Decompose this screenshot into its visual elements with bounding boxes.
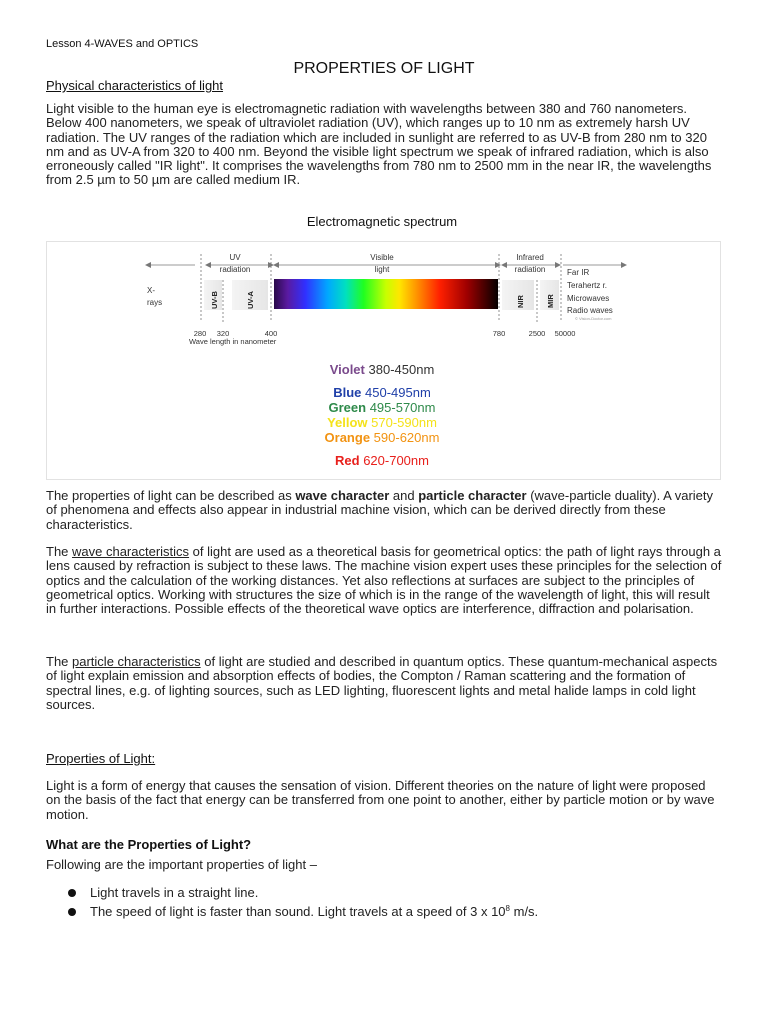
- band-blue: [0, 385, 764, 400]
- label-uv-radiation: radiation: [219, 265, 251, 274]
- section-heading-physical: Physical characteristics of light: [46, 78, 224, 93]
- band-range: 620-700nm: [363, 453, 429, 468]
- band-green: [0, 400, 764, 415]
- tick-label: 2500: [528, 329, 546, 338]
- link-wave-characteristics[interactable]: wave characteristics: [72, 544, 190, 559]
- band-name: Green: [328, 400, 367, 415]
- list-intro: Following are the important properties of light –: [46, 857, 317, 872]
- tick-label: 50000: [554, 329, 576, 338]
- band-red: [0, 453, 764, 468]
- bullet-icon: [68, 908, 76, 916]
- label-microwaves: Microwaves: [567, 294, 610, 303]
- label-radio-waves: Radio waves: [567, 306, 613, 315]
- label-far-ir: Far IR: [567, 268, 590, 277]
- figure-caption: Electromagnetic spectrum: [306, 214, 458, 229]
- band-range: 570-590nm: [371, 415, 437, 430]
- band-name: Yellow: [327, 415, 368, 430]
- label-mir: MIR: [546, 294, 555, 308]
- band-yellow: [0, 415, 764, 430]
- band-violet: [0, 362, 764, 377]
- tick-label: 320: [216, 329, 230, 338]
- tick-label: 280: [193, 329, 207, 338]
- question-heading: What are the Properties of Light?: [46, 837, 252, 852]
- label-xrays: X-: [147, 286, 155, 295]
- label-uva: UV-A: [246, 291, 255, 309]
- band-range: 590-620nm: [373, 430, 440, 445]
- band-name: Red: [335, 453, 360, 468]
- label-visible: Visible: [370, 253, 394, 262]
- visible-spectrum-bar: [274, 279, 498, 309]
- band-range: 450-495nm: [365, 385, 431, 400]
- link-particle-characteristics[interactable]: particle characteristics: [72, 654, 201, 669]
- label-visible-light: light: [374, 265, 390, 274]
- page-title: PROPERTIES OF LIGHT: [293, 60, 475, 77]
- paragraph-properties: Light is a form of energy that causes the sensation of vision. Different theories on the nature of light were proposed on the basis of the fact that energy can be transferred from one point to another, either by particle motion or by wave motion.: [46, 778, 715, 822]
- list-item: The speed of light is faster than sound. Light travels at a speed of 3 x $10^8$ m/s.: [46, 903, 722, 922]
- band-range: 495-570nm: [369, 400, 436, 415]
- label-terahertz: Terahertz r.: [567, 281, 608, 290]
- axis-label: Wave length in nanometer: [189, 337, 277, 346]
- label-xrays-2: rays: [147, 298, 163, 307]
- band-range: 380-450nm: [368, 362, 435, 377]
- label-infrared-radiation: radiation: [514, 265, 546, 274]
- label-infrared: Infrared: [516, 253, 544, 262]
- lesson-header: Lesson 4-WAVES and OPTICS: [46, 38, 199, 50]
- paragraph-wave-characteristics: The wave characteristics of light are used as a theoretical basis for geometrical optics: the path of light rays through a lens caused by refraction is subject to these laws. The machine vision expert uses these principles for the selection of optics and the calculation of the working distances. Yet also reflections at surfaces are subject to the principles of geometrical optics. Working with structures the size of which is in the range of the wavelength of light, this will result in further interactions. Possible effects of the theoretical wave optics are interference, diffraction and polarisation.: [46, 544, 722, 617]
- list-item: Light travels in a straight line.: [46, 884, 722, 903]
- properties-list: [46, 884, 722, 922]
- band-name: Blue: [333, 385, 362, 400]
- label-uvb: UV-B: [210, 291, 219, 309]
- band-name: Violet: [329, 362, 365, 377]
- band-orange: [0, 430, 764, 445]
- paragraph-wave-particle: The properties of light can be described as wave character and particle character (wave-particle duality). A variety of phenomena and effects also appear in industrial machine vision, which can be derived directly from these characteristics.: [46, 488, 713, 532]
- tick-label: 780: [492, 329, 506, 338]
- paragraph-particle-characteristics: The particle characteristics of light are studied and described in quantum optics. These quantum-mechanical aspects of light explain emission and absorption effects of bodies, the Compton / Raman scattering and the formation of spectral lines, e.g. of lighting sources, such as LED lighting, fluorescent lights and metal halide lamps in cold light sources.: [46, 654, 718, 712]
- bullet-icon: [68, 889, 76, 897]
- label-nir: NIR: [516, 295, 525, 308]
- credit-text: © Vision-Doctor.com: [575, 316, 612, 321]
- section-heading-properties: Properties of Light:: [46, 751, 156, 766]
- tick-label: 400: [264, 329, 278, 338]
- paragraph-physical-characteristics: Light visible to the human eye is electromagnetic radiation with wavelengths between 380 and 760 nanometers. Below 400 nanometers, we speak of ultraviolet radiation (UV), which ranges up to 10 nm as extremely harsh UV radiation. The UV ranges of the radiation which are included in sunlight are referred to as UV-B from 280 nm to 320 nm and as UV-A from 320 to 400 nm. Beyond the visible light spectrum we speak of infrared radiation, which is also erroneously called "IR light". It comprises the wavelengths from 780 nm to 2500 mm in the near IR, the wavelengths from 2.5 µm to 50 µm are called medium IR.: [46, 101, 712, 188]
- label-uv: UV: [229, 253, 241, 262]
- band-name: Orange: [324, 430, 371, 445]
